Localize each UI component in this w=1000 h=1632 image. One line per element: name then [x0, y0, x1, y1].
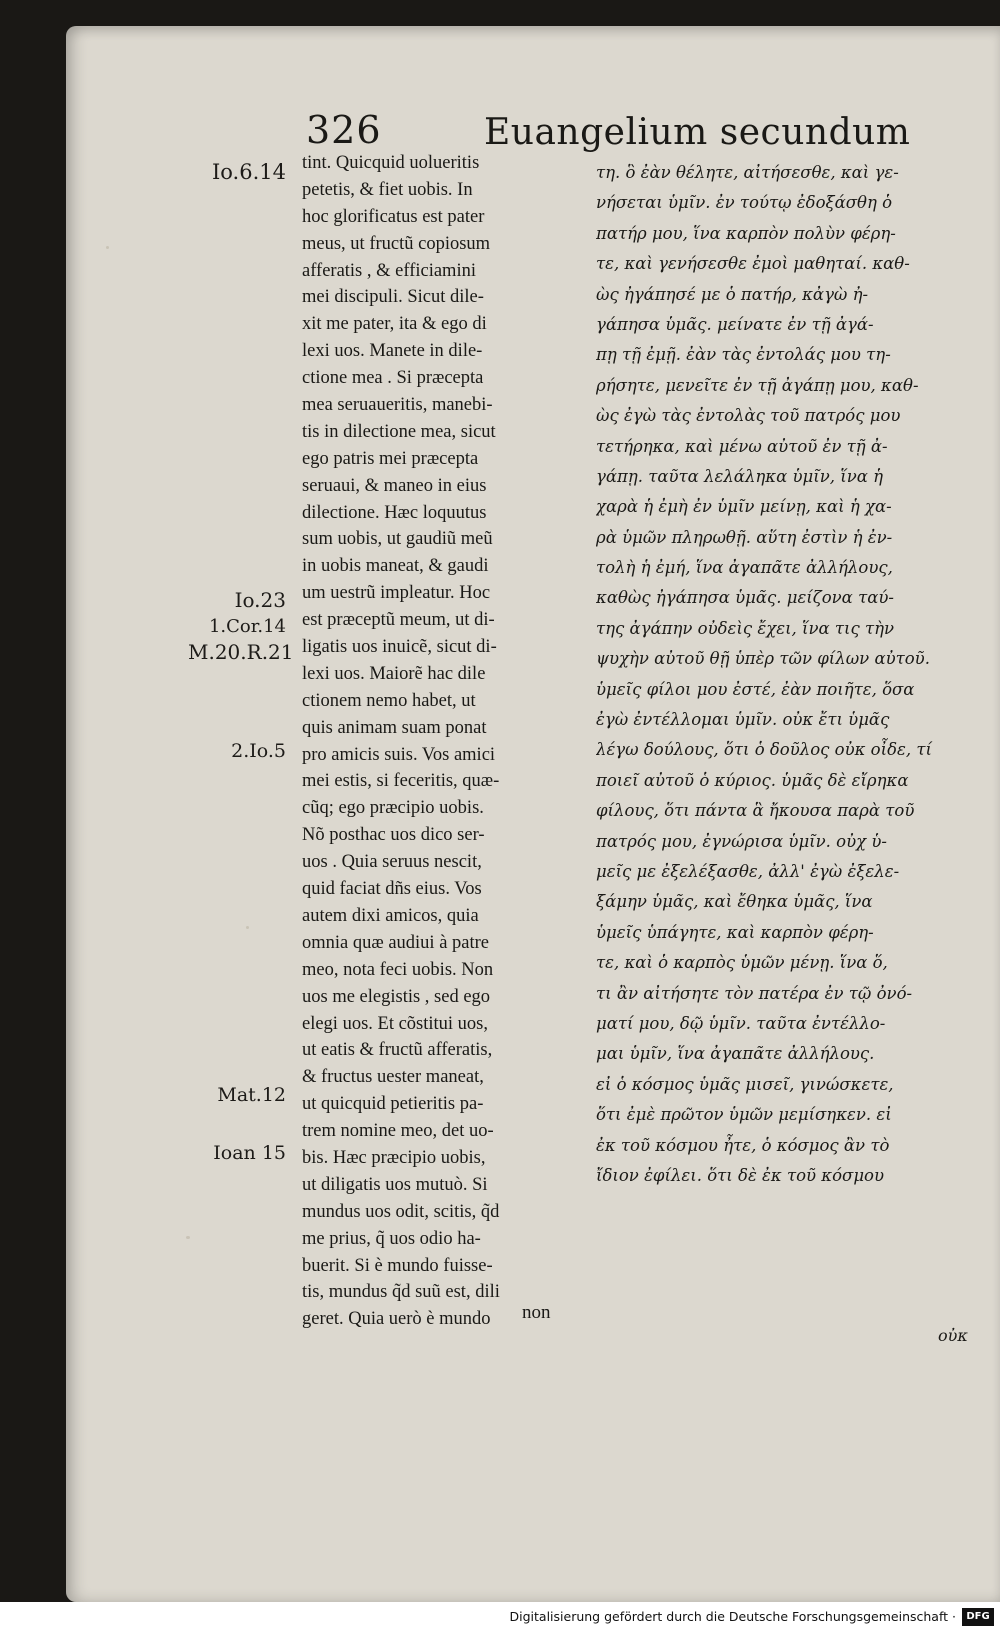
greek-text-line: ἴδιον ἐφίλει. ὅτι δὲ ἐκ τοῦ κόσμου — [596, 1165, 885, 1185]
latin-text-line: ligatis uos inuicẽ, sicut di- — [302, 637, 497, 658]
margin-note: 1.Cor.14 — [208, 616, 286, 637]
greek-text-line: ἐγὼ ἐντέλλομαι ὑμῖν. οὐκ ἔτι ὑμᾶς — [596, 710, 890, 730]
greek-text-line: πῃ τῇ ἐμῇ. ἐὰν τὰς ἐντολάς μου τη- — [596, 345, 891, 365]
latin-text-line: me prius, q̃ uos odio ha- — [302, 1228, 481, 1249]
latin-text-line: meus, ut fructũ copiosum — [302, 233, 491, 254]
greek-text-line: καθὼς ἠγάπησα ὑμᾶς. μείζονα ταύ- — [596, 588, 894, 608]
greek-catchword: οὐκ — [938, 1326, 968, 1345]
greek-text-line: πατρός μου, ἐγνώρισα ὑμῖν. οὐχ ὑ- — [596, 831, 887, 851]
greek-text-line: τολὴ ἡ ἐμή, ἵνα ἀγαπᾶτε ἀλλήλους, — [596, 558, 893, 578]
greek-text-line: ὑμεῖς ὑπάγητε, καὶ καρπὸν φέρη- — [596, 922, 874, 942]
greek-text-line: πατήρ μου, ἵνα καρπὸν πολὺν φέρη- — [596, 223, 896, 243]
greek-text-line: τι ἂν αἰτήσητε τὸν πατέρα ἐν τῷ ὀνό- — [596, 983, 913, 1003]
latin-text-line: ego patris mei præcepta — [302, 448, 479, 469]
page-number: 326 — [306, 108, 382, 152]
latin-text-line: cũq; ego præcipio uobis. — [302, 798, 484, 819]
greek-text-line: ρήσητε, μενεῖτε ἐν τῇ ἀγάπῃ μου, καθ- — [596, 375, 919, 395]
greek-text-line: τε, καὶ γενήσεσθε ἐμοὶ μαθηταί. καθ- — [596, 254, 910, 274]
greek-text-line: ψυχὴν αὐτοῦ θῇ ὑπὲρ τῶν φίλων αὐτοῦ. — [596, 649, 930, 669]
latin-text-line: petetis, & fiet uobis. In — [302, 179, 473, 200]
greek-text-column — [596, 158, 976, 1191]
margin-note: Io.23 — [234, 588, 286, 612]
latin-text-line: omnia quæ audiui à patre — [302, 932, 490, 953]
greek-text-line: τε, καὶ ὁ καρπὸς ὑμῶν μένῃ. ἵνα ὅ, — [596, 953, 888, 973]
latin-text-line: quis animam suam ponat — [302, 717, 487, 738]
latin-text-line: uos . Quia seruus nescit, — [302, 852, 482, 873]
greek-text-line: φίλους, ὅτι πάντα ἃ ἤκουσα παρὰ τοῦ — [596, 801, 915, 821]
latin-text-line: mei estis, si feceritis, quæ- — [302, 771, 500, 792]
paper-speck — [246, 926, 249, 929]
latin-text-line: est præceptũ meum, ut di- — [302, 610, 495, 631]
latin-text-line: quid faciat dñs eius. Vos — [302, 879, 482, 900]
latin-text-line: mundus uos odit, scitis, q̃d — [302, 1201, 500, 1222]
latin-text-line: bis. Hæc præcipio uobis, — [302, 1147, 486, 1168]
latin-text-column — [302, 150, 572, 1333]
latin-text-line: Nõ posthac uos dico ser- — [302, 825, 485, 846]
latin-text-line: uos me elegistis , sed ego — [302, 986, 491, 1007]
latin-text-line: afferatis , & efficiamini — [302, 260, 476, 281]
greek-text-line: νήσεται ὑμῖν. ἐν τούτῳ ἐδοξάσθη ὁ — [596, 193, 893, 213]
latin-text-line: tint. Quicquid uolueritis — [302, 153, 480, 173]
latin-text-line: geret. Quia uerò è mundo — [302, 1309, 491, 1330]
latin-text-line: mea seruaueritis, manebi- — [302, 395, 493, 416]
greek-text-line: ὼς ἐγὼ τὰς ἐντολὰς τοῦ πατρός μου — [596, 406, 901, 426]
latin-text-line: meo, nota feci uobis. Non — [302, 959, 494, 980]
latin-text-line: sum uobis, ut gaudiũ meũ — [302, 529, 493, 550]
latin-text-line: tis in dilectione mea, sicut — [302, 421, 496, 442]
greek-text-line: λέγω δούλους, ὅτι ὁ δοῦλος οὐκ οἶδε, τί — [596, 740, 932, 760]
latin-text-line: hoc glorificatus est pater — [302, 206, 485, 227]
greek-text-line: τετήρηκα, καὶ μένω αὐτοῦ ἐν τῇ ἀ- — [596, 436, 888, 456]
greek-text-line: της ἀγάπην οὐδεὶς ἔχει, ἵνα τις τὴν — [596, 618, 895, 638]
margin-note: Ioan 15 — [213, 1142, 286, 1164]
margin-note: Mat.12 — [217, 1084, 286, 1106]
greek-text-line: μεῖς με ἐξελέξασθε, ἀλλ' ἐγὼ ἐξελε- — [596, 861, 900, 881]
running-head: Euangelium secundum — [484, 112, 911, 153]
latin-text-line: elegi uos. Et cõstitui uos, — [302, 1013, 489, 1034]
greek-text-line: χαρὰ ἡ ἐμὴ ἐν ὑμῖν μείνῃ, καὶ ἡ χα- — [596, 497, 892, 517]
margin-note: Io.6.14 — [211, 160, 286, 184]
greek-text-line: ὑμεῖς φίλοι μου ἐστέ, ἐὰν ποιῆτε, ὅσα — [596, 679, 915, 699]
latin-text-line: pro amicis suis. Vos amici — [302, 744, 496, 765]
latin-text-line: dilectione. Hæc loquutus — [302, 502, 487, 523]
latin-text-line: mei discipuli. Sicut dile- — [302, 287, 484, 308]
greek-text-line: ὅτι ἐμὲ πρῶτον ὑμῶν μεμίσηκεν. εἰ — [596, 1105, 892, 1125]
greek-text-line: ὼς ἠγάπησέ με ὁ πατήρ, κἀγὼ ἠ- — [596, 284, 869, 304]
margin-note: 2.Io.5 — [231, 740, 286, 762]
footer-bar — [0, 1602, 1000, 1632]
latin-text-line: tis, mundus q̃d suũ est, dili — [302, 1282, 500, 1303]
greek-text-line: γάπησα ὑμᾶς. μείνατε ἐν τῇ ἀγά- — [596, 314, 874, 334]
greek-text-line: ἐκ τοῦ κόσμου ἦτε, ὁ κόσμος ἂν τὸ — [596, 1135, 890, 1155]
greek-text-line: τη. ὃ ἐὰν θέλητε, αἰτήσεσθε, καὶ γε- — [596, 163, 899, 182]
greek-text-line: ποιεῖ αὐτοῦ ὁ κύριος. ὑμᾶς δὲ εἴρηκα — [596, 770, 909, 790]
dfg-logo: DFG — [962, 1608, 994, 1626]
margin-note: M.20.R.21 — [188, 640, 294, 664]
latin-text-line: ut eatis & fructũ afferatis, — [302, 1040, 493, 1061]
latin-text-line: ut diligatis uos mutuò. Si — [302, 1174, 488, 1195]
greek-text-line: ξάμην ὑμᾶς, καὶ ἔθηκα ὑμᾶς, ἵνα — [596, 892, 873, 912]
latin-text-line: ctione mea . Si præcepta — [302, 368, 484, 389]
greek-text-line: ματί μου, δῷ ὑμῖν. ταῦτα ἐντέλλο- — [596, 1013, 886, 1033]
latin-text-line: seruaui, & maneo in eius — [302, 475, 487, 496]
greek-text-line: γάπῃ. ταῦτα λελάληκα ὑμῖν, ἵνα ἡ — [596, 466, 884, 486]
latin-text-line: um uestrũ impleatur. Hoc — [302, 583, 491, 604]
latin-text-line: buerit. Si è mundo fuisse- — [302, 1255, 493, 1276]
footer-credit: Digitalisierung gefördert durch die Deutsche Forschungsgemeinschaft · — [509, 1609, 956, 1624]
latin-text-line: ctionem nemo habet, ut — [302, 690, 476, 711]
latin-text-line: & fructus uester maneat, — [302, 1067, 484, 1088]
latin-text-line: lexi uos. Maiorẽ hac dile — [302, 663, 486, 684]
greek-text-line: ρὰ ὑμῶν πληρωθῇ. αὕτη ἐστὶν ἡ ἐν- — [596, 527, 893, 547]
latin-text-line: xit me pater, ita & ego di — [302, 314, 487, 335]
greek-text-line: μαι ὑμῖν, ἵνα ἀγαπᾶτε ἀλλήλους. — [596, 1044, 875, 1064]
latin-catchword: non — [522, 1302, 551, 1323]
latin-text-line: in uobis maneat, & gaudi — [302, 556, 489, 577]
latin-text-line: autem dixi amicos, quia — [302, 905, 479, 926]
greek-text-line: εἰ ὁ κόσμος ὑμᾶς μισεῖ, γινώσκετε, — [596, 1074, 894, 1094]
paper-speck — [106, 246, 109, 249]
latin-text-line: lexi uos. Manete in dile- — [302, 341, 483, 362]
latin-text-line: trem nomine meo, det uo- — [302, 1121, 494, 1142]
paper-speck — [186, 1236, 190, 1239]
latin-text-line: ut quicquid petieritis pa- — [302, 1094, 484, 1115]
